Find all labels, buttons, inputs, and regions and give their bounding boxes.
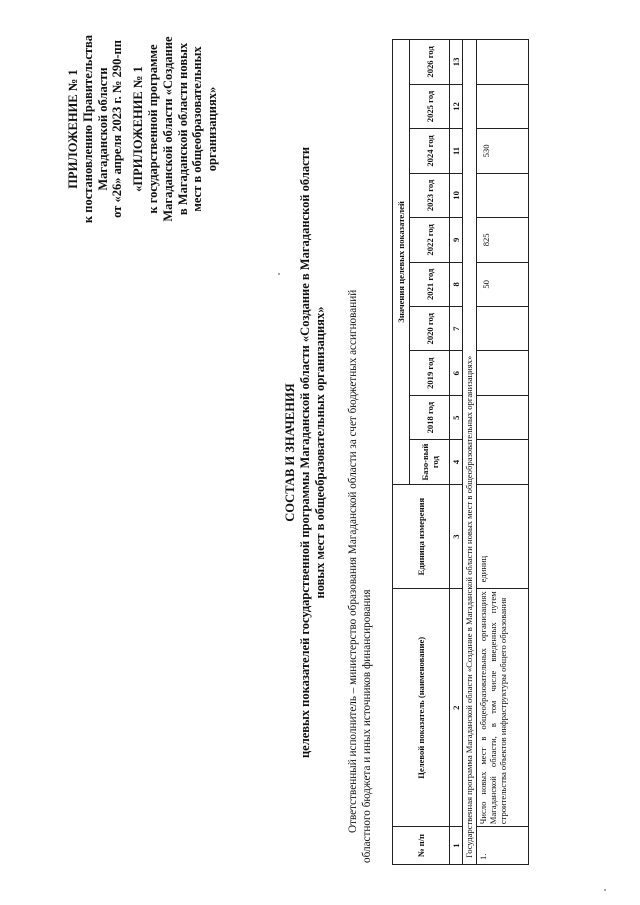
row-base <box>477 440 529 484</box>
col-number: 4 <box>450 440 463 484</box>
row-indicator: Число новых мест в общеобразовательных организациях Магаданской области, в том числе введенных путем строительства объектов инфраструктуры общего образования <box>477 589 529 827</box>
row-unit: единиц <box>477 484 529 588</box>
row-num: 1. <box>477 827 529 865</box>
header-year: 2018 год <box>410 395 450 439</box>
col-number: 3 <box>450 484 463 588</box>
appendix-title: ПРИЛОЖЕНИЕ № 1 <box>66 69 80 189</box>
col-number: 11 <box>450 129 463 173</box>
appendix-line: Магаданской области <box>95 67 110 191</box>
program-row <box>463 40 477 865</box>
col-number: 7 <box>450 307 463 351</box>
appendix-line: к государственной программе <box>145 44 160 214</box>
appendix-program-title: «ПРИЛОЖЕНИЕ № 1 <box>131 66 146 192</box>
header-year: 2024 год <box>410 129 450 173</box>
col-number: 10 <box>450 173 463 217</box>
header-year: 2019 год <box>410 351 450 395</box>
col-number: 13 <box>450 40 463 85</box>
table-header-row <box>393 40 410 865</box>
col-number: 2 <box>450 589 463 827</box>
appendix-line: Магаданской области «Создание <box>160 36 175 222</box>
header-year: 2021 год <box>410 262 450 306</box>
col-number: 9 <box>450 218 463 262</box>
header-num: № п/п <box>393 827 450 865</box>
header-year: 2022 год <box>410 218 450 262</box>
col-number: 8 <box>450 262 463 306</box>
header-base-year: Базо-вый год <box>410 440 450 484</box>
col-number: 12 <box>450 84 463 128</box>
title-subline: целевых показателей государственной программы Магаданской области «Создание в Магаданской области <box>298 146 312 759</box>
document-title <box>283 40 328 865</box>
header-year: 2025 год <box>410 84 450 128</box>
row-value-2021: 50 <box>477 262 529 306</box>
col-number: 6 <box>450 351 463 395</box>
program-row-label: Государственная программа Магаданской области «Создание в Магаданской области новых мест в общеобразовательных организациях» <box>463 40 477 865</box>
appendix-line: от «26» апреля 2023 г. № 290-пп <box>110 40 125 218</box>
row-value <box>477 351 529 395</box>
indicators-table <box>392 39 529 865</box>
appendix-line: мест в общеобразовательных <box>190 46 205 212</box>
appendix-line: к постановлению Правительства <box>80 34 95 224</box>
header-year: 2026 год <box>410 40 450 85</box>
row-value <box>477 40 529 85</box>
column-number-row <box>450 40 463 865</box>
header-year: 2020 год <box>410 307 450 351</box>
row-value <box>477 84 529 128</box>
row-value <box>477 173 529 217</box>
appendix-line: в Магаданской области новых <box>175 42 190 216</box>
row-value <box>477 307 529 351</box>
header-indicator: Целевой показатель (наименование) <box>393 589 450 827</box>
title-subline: новых мест в общеобразовательных организациях» <box>313 306 327 599</box>
appendix-line: организациях» <box>205 86 220 172</box>
header-values-group: Значения целевых показателей <box>393 40 410 485</box>
responsible-line: областного бюджета и иных источников финансирования <box>361 589 373 863</box>
header-unit: Единица измерения <box>393 484 450 588</box>
table-row <box>477 40 529 865</box>
col-number: 5 <box>450 395 463 439</box>
responsible-line: Ответственный исполнитель – министерство образования Магаданской области за счет бюджетных ассигнований <box>347 289 359 833</box>
row-value <box>477 395 529 439</box>
scan-speck <box>604 889 606 891</box>
header-year: 2023 год <box>410 173 450 217</box>
appendix-header <box>66 13 220 245</box>
title-heading: СОСТАВ И ЗНАЧЕНИЯ <box>283 383 297 522</box>
row-value-2022: 825 <box>477 218 529 262</box>
scan-speck <box>278 273 280 275</box>
responsible-executor <box>346 33 374 863</box>
col-number: 1 <box>450 827 463 865</box>
row-value-2024: 530 <box>477 129 529 173</box>
